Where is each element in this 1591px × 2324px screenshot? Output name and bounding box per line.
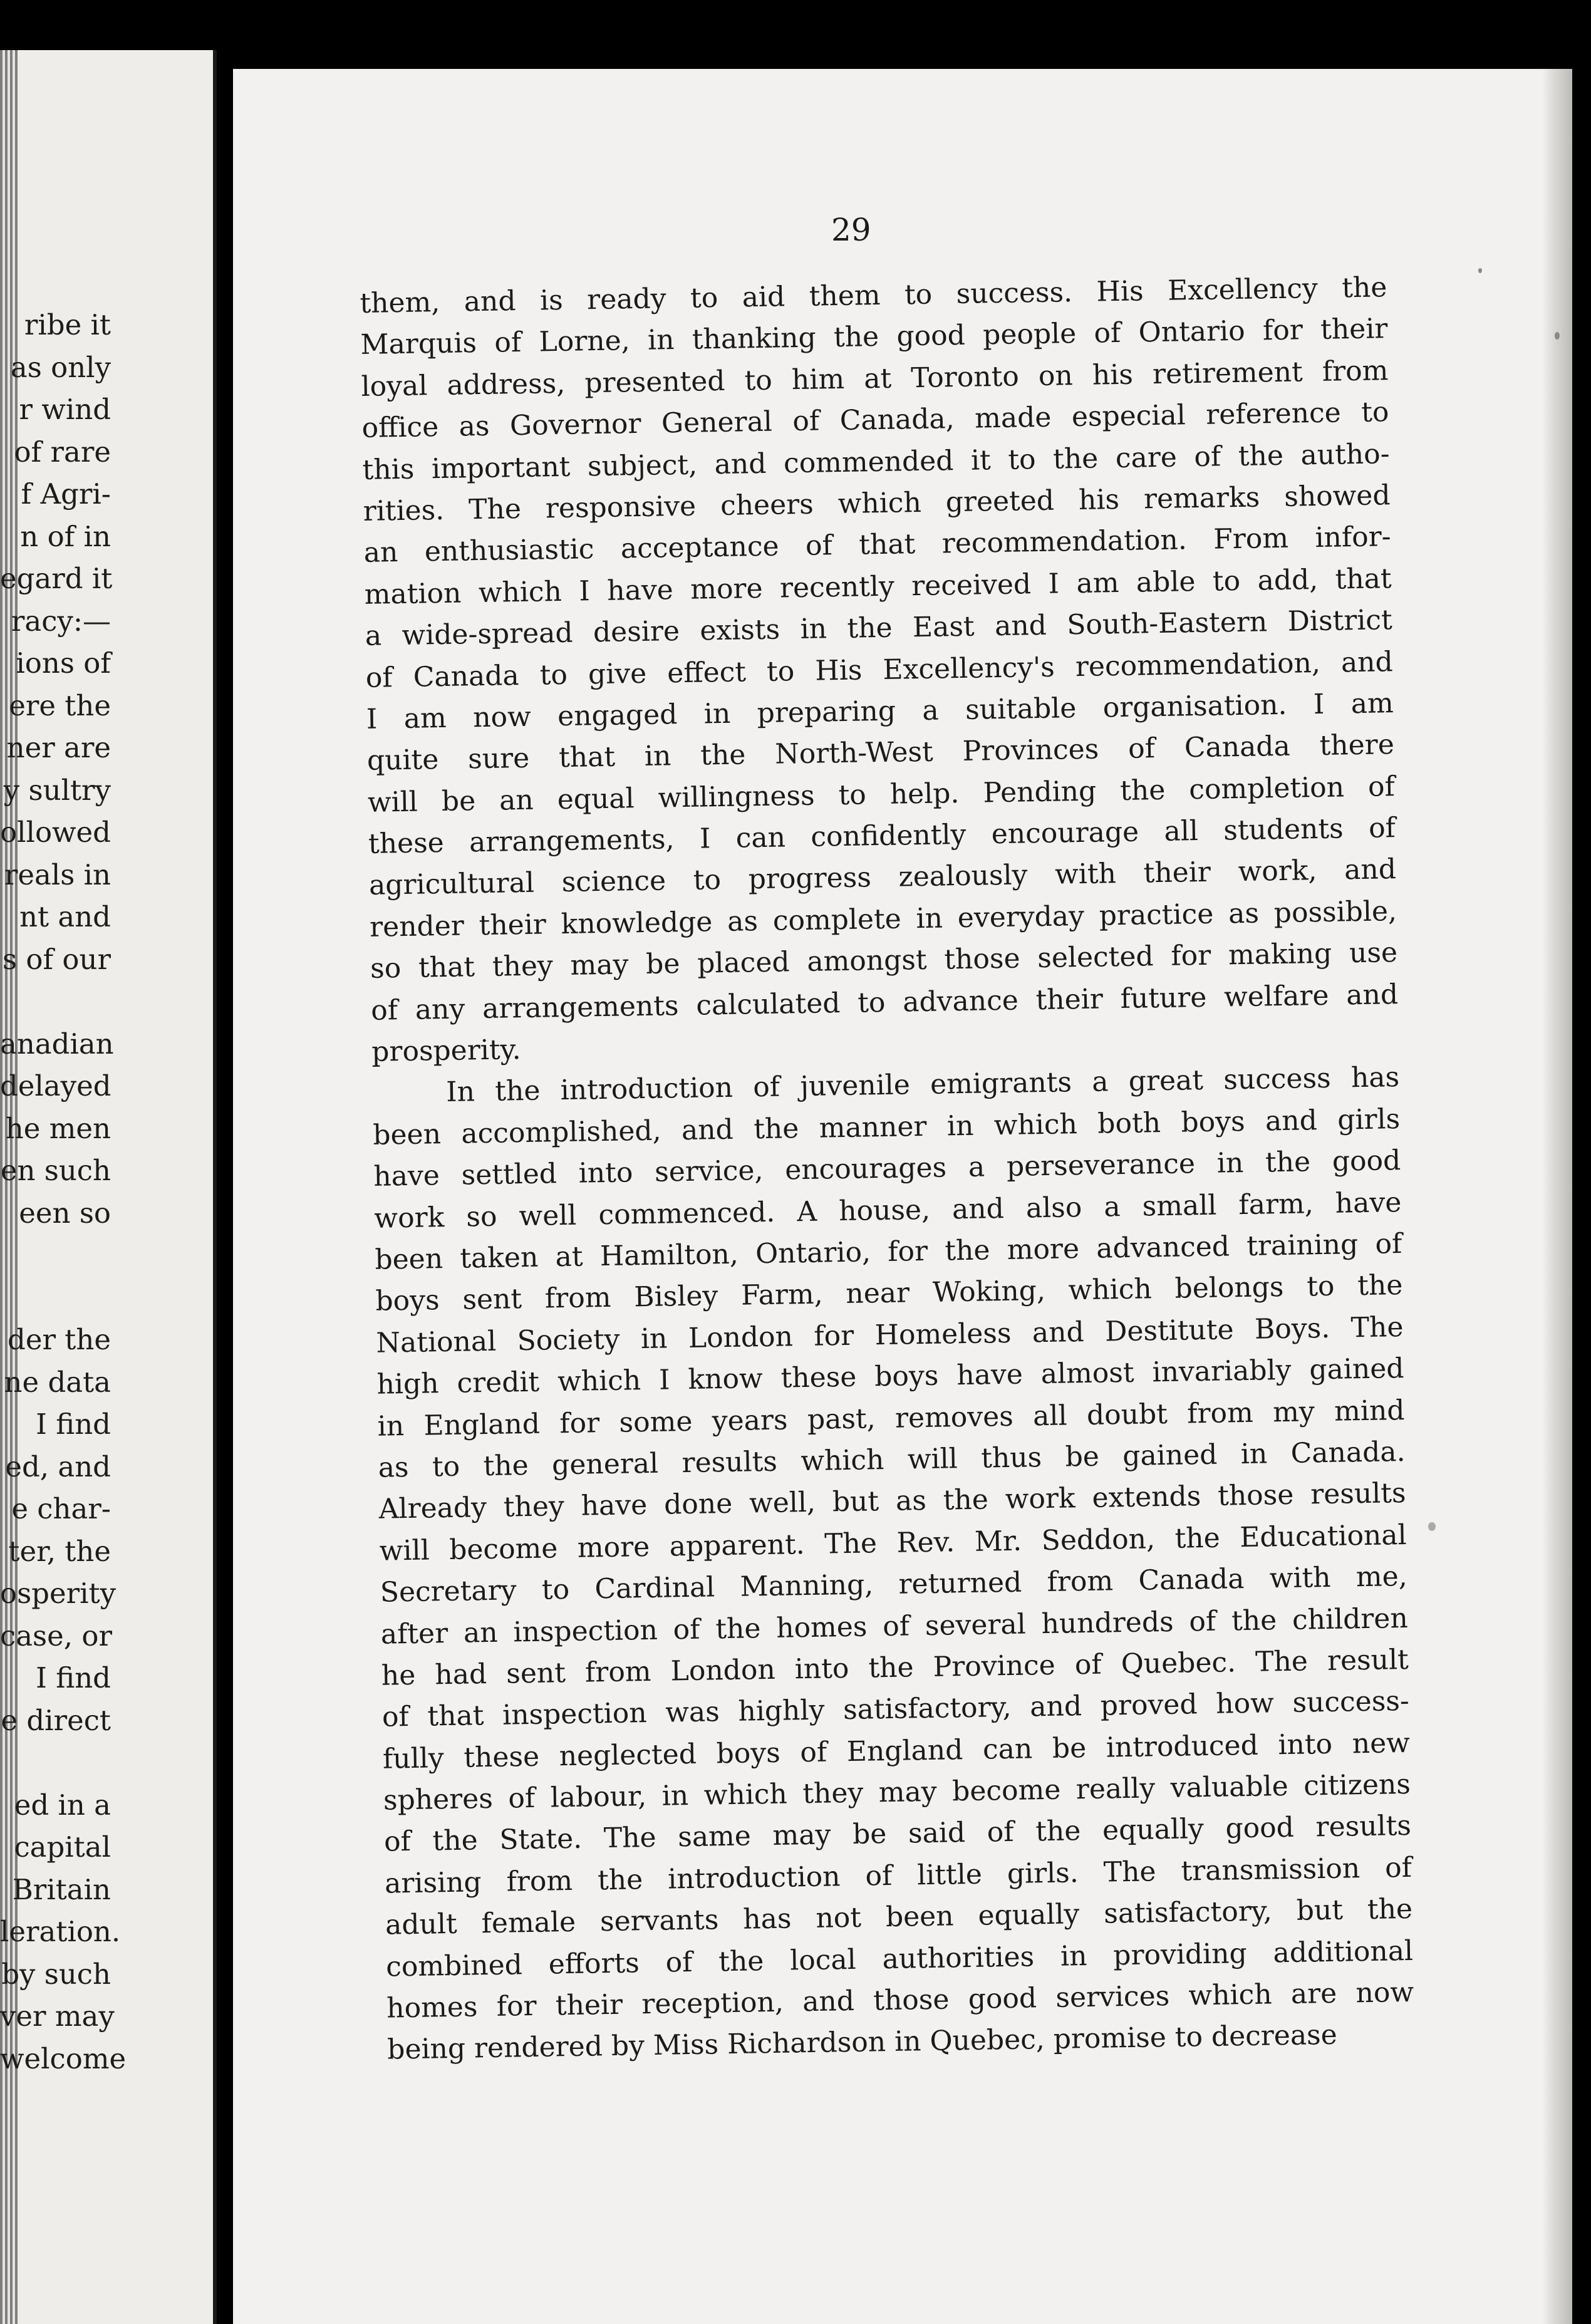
text-line: der the (8, 1323, 111, 1356)
text-line: e direct (1, 1703, 111, 1737)
text-line: reals in (4, 858, 111, 891)
page-body-text (360, 267, 1415, 2071)
text-line: leration. (0, 1915, 121, 1948)
text-line: as to the general results which will thus be gained in Canada. (378, 1435, 1406, 1484)
text-line: after an inspection of the homes of several hundreds of the children (380, 1602, 1409, 1651)
text-line: delayed (0, 1069, 111, 1102)
text-line: agricultural science to progress zealously with their work, and (368, 853, 1397, 902)
text-line: adult female servants has not been equally satisfactory, but the (385, 1893, 1413, 1941)
text-line: this important subject, and commended it to the care of the autho- (362, 437, 1390, 486)
text-line: homes for their reception, and those good services which are now (386, 1976, 1414, 2025)
text-line: loyal address, presented to him at Toronto on his retirement from (361, 355, 1389, 403)
text-line: will become more apparent. The Rev. Mr. Seddon, the Educational (379, 1518, 1407, 1567)
text-line: work so well commenced. A house, and also a small farm, have (374, 1186, 1402, 1235)
text-line: of Canada to give effect to His Excellency's recommendation, and (365, 645, 1394, 694)
previous-page-text (0, 304, 210, 2080)
text-line: being rendered by Miss Richardson in Quebec, promise to decrease (386, 2019, 1338, 2067)
text-line: prosperity. (371, 1034, 521, 1068)
text-line: ere the (9, 688, 111, 722)
text-line: by such (1, 1957, 111, 1991)
text-line: rities. The responsive cheers which greeted his remarks showed (363, 479, 1391, 527)
text-line: e char- (11, 1492, 111, 1525)
text-line: ne data (4, 1365, 111, 1399)
paragraph-2 (372, 1057, 1415, 2072)
text-line: fully these neglected boys of England can be introduced into new (382, 1726, 1411, 1775)
text-line: egard it (0, 562, 113, 595)
text-line: of the State. The same may be said of the equally good results (383, 1810, 1412, 1859)
text-line: so that they may be placed amongst those selected for making use (370, 936, 1398, 985)
text-line: een so (19, 1196, 111, 1230)
text-line (0, 1234, 210, 1277)
page-edge-shadow (1542, 69, 1572, 2324)
text-line: ions of (16, 646, 111, 680)
scan-speck (1478, 268, 1482, 273)
text-line: r wind (19, 393, 111, 426)
text-line: I find (36, 1661, 111, 1694)
text-line: of any arrangements calculated to advance their future welfare and (370, 978, 1399, 1027)
text-line: in England for some years past, removes all doubt from my mind (377, 1394, 1405, 1443)
text-line: National Society in London for Homeless and Destitute Boys. The (376, 1310, 1404, 1359)
paragraph-1 (360, 267, 1399, 1073)
text-line: case, or (0, 1619, 112, 1652)
text-line (0, 1741, 210, 1784)
text-line: ner are (6, 731, 111, 764)
text-line: mation which I have more recently received I am able to add, that (364, 562, 1392, 611)
text-line: a wide-spread desire exists in the East and South-Eastern District (365, 604, 1393, 653)
text-line: capital (14, 1830, 111, 1864)
text-line: been taken at Hamilton, Ontario, for the more advanced training of (375, 1228, 1402, 1276)
text-line: s of our (2, 942, 111, 976)
text-line: ter, the (8, 1534, 111, 1568)
text-line: nt and (19, 900, 111, 933)
text-line: them, and is ready to aid them to success. His Excellency the (360, 271, 1387, 319)
text-line: ribe it (24, 308, 111, 341)
text-line: combined efforts of the local authorities in providing additional (385, 1934, 1414, 1983)
scan-speck (1428, 1522, 1436, 1531)
scan-speck (1555, 332, 1560, 340)
text-line: been accomplished, and the manner in which both boys and girls (372, 1102, 1401, 1151)
text-line: n of in (20, 519, 111, 553)
text-line: ed in a (14, 1788, 111, 1822)
text-line: ver may (0, 2000, 115, 2033)
text-line: boys sent from Bisley Farm, near Woking, which belongs to the (375, 1269, 1403, 1318)
text-line: ed, and (5, 1450, 111, 1483)
text-line: y sultry (3, 773, 111, 807)
text-line: In the introduction of juvenile emigrants a great success has (445, 1061, 1400, 1109)
text-line: will be an equal willingness to help. Pending the completion of (367, 770, 1396, 819)
text-line: Already they have done well, but as the work extends those results (378, 1477, 1406, 1526)
previous-page-fragment (0, 50, 217, 2324)
text-line: as only (10, 350, 111, 384)
text-line: office as Governor General of Canada, made especial reference to (361, 396, 1389, 445)
text-line: racy:— (11, 604, 111, 638)
text-line: I find (36, 1408, 111, 1441)
text-line: anadian (0, 1027, 114, 1061)
text-line: of rare (14, 435, 111, 469)
text-line: welcome (0, 2041, 127, 2075)
text-line (0, 1277, 210, 1319)
text-line: Britain (12, 1872, 111, 1906)
current-page (233, 69, 1572, 2324)
text-line: Marquis of Lorne, in thanking the good people of Ontario for their (360, 313, 1388, 361)
text-line: f Agri- (21, 477, 111, 511)
text-line: render their knowledge as complete in everyday practice as possible, (369, 895, 1397, 943)
text-line: high credit which I know these boys have almost invariably gained (376, 1352, 1404, 1401)
text-line: I am now engaged in preparing a suitable organisation. I am (366, 687, 1394, 735)
text-line: these arrangements, I can confidently encourage all students of (368, 812, 1396, 860)
text-line (0, 980, 210, 1023)
text-line: an enthusiastic acceptance of that recommendation. From infor- (363, 521, 1391, 569)
text-line: en such (0, 1154, 111, 1187)
text-line: he had sent from London into the Province of Quebec. The result (381, 1643, 1409, 1692)
text-line: Secretary to Cardinal Manning, returned from Canada with me, (380, 1560, 1408, 1609)
text-line: have settled into service, encourages a perseverance in the good (373, 1144, 1401, 1193)
text-line: he men (5, 1111, 111, 1145)
text-line: spheres of labour, in which they may become really valuable citizens (383, 1768, 1411, 1817)
text-line: of that inspection was highly satisfactory, and proved how success- (381, 1685, 1410, 1733)
text-line: arising from the introduction of little girls. The transmission of (384, 1851, 1412, 1900)
text-line: osperity (0, 1577, 117, 1610)
text-line: quite sure that in the North-West Provinces of Canada there (366, 729, 1395, 777)
text-line: ollowed (0, 816, 111, 849)
page-number: 29 (831, 212, 871, 248)
